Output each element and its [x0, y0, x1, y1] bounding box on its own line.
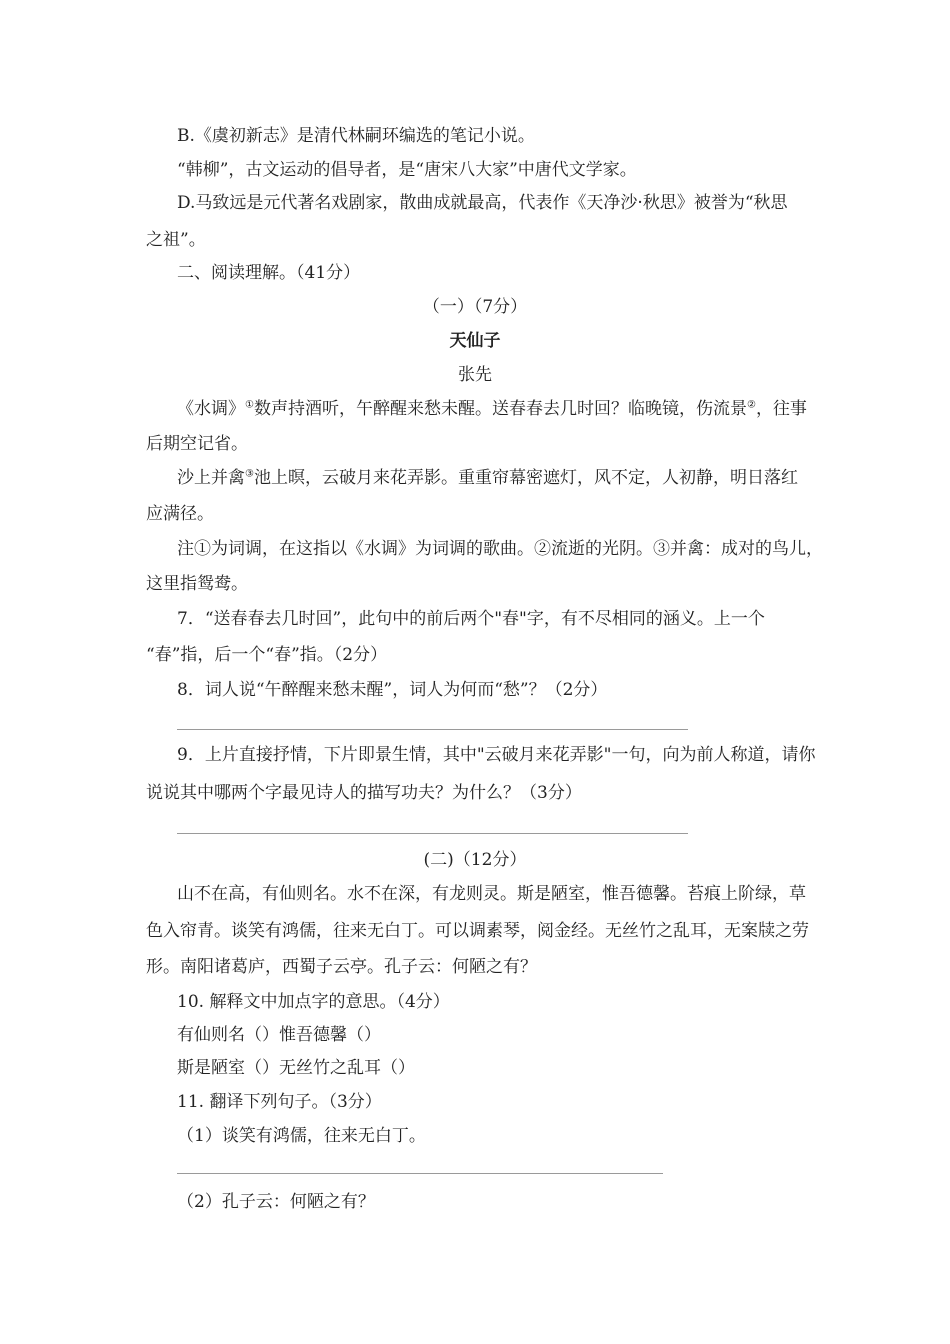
passage-line1: 山不在高，有仙则名。水不在深，有龙则灵。斯是陋室，惟吾德馨。苔痕上阶绿，草 — [177, 884, 806, 904]
poem-text: 《水调》 — [177, 399, 245, 419]
question-10-blanks-line2: 斯是陋室（）无丝竹之乱耳（） — [177, 1058, 415, 1078]
passage-line2: 色入帘青。谈笑有鸿儒，往来无白丁。可以调素琴，阅金经。无丝竹之乱耳，无案牍之劳 — [146, 921, 809, 941]
question-11-item1: （1）谈笑有鸿儒，往来无白丁。 — [177, 1126, 426, 1146]
section2-heading: 二、阅读理解。（41分） — [177, 263, 361, 283]
question-11-item2: （2）孔子云：何陋之有？ — [177, 1192, 375, 1212]
question-9-line2: 说说其中哪两个字最见诗人的描写功夫？为什么？（3分） — [146, 783, 582, 803]
answer-line[interactable] — [177, 1173, 663, 1174]
poem-stanza2-line1 — [177, 467, 798, 489]
poem-author: 张先 — [458, 365, 492, 385]
question-10: 10. 解释文中加点字的意思。（4分） — [177, 992, 450, 1012]
question-7-line2: “春”指，后一个“春”指。（2分） — [146, 645, 388, 665]
note-mark: ① — [245, 399, 254, 411]
question-8: 8．词人说“午醉醒来愁未醒”，词人为何而“愁”？（2分） — [177, 680, 608, 700]
poem-text: 池上暝，云破月来花弄影。重重帘幕密遮灯，风不定，人初静，明日落红 — [253, 468, 798, 488]
question-11: 11. 翻译下列句子。（3分） — [177, 1092, 382, 1112]
question-7-line1: 7．“送春春去几时回”，此句中的前后两个"春"字，有不尽相同的涵义。上一个 — [177, 609, 765, 629]
poem-title: 天仙子 — [449, 331, 501, 351]
poem-stanza2-line2: 应满径。 — [146, 504, 214, 524]
option-d-line2: 之祖”。 — [146, 230, 206, 250]
note-mark: ③ — [245, 468, 254, 480]
poem-text: 数声持酒听，午醉醒来愁未醒。送春春去几时回？临晚镜，伤流景 — [253, 399, 747, 419]
answer-line[interactable] — [177, 729, 688, 730]
option-d-line1: D.马致远是元代著名戏剧家，散曲成就最高，代表作《天净沙·秋思》被誉为“秋思 — [177, 193, 788, 213]
poem-text: ，往事 — [755, 399, 807, 419]
poem-stanza1-line1 — [177, 398, 807, 420]
part2-heading: (二)（12分） — [423, 850, 527, 870]
option-c: “韩柳”，古文运动的倡导者，是“唐宋八大家”中唐代文学家。 — [177, 160, 637, 180]
part1-heading: （一）（7分） — [422, 297, 528, 317]
note-mark: ② — [746, 399, 756, 411]
poem-stanza1-line2: 后期空记省。 — [146, 434, 248, 454]
answer-line[interactable] — [177, 833, 688, 834]
option-b: B.《虞初新志》是清代林嗣环编选的笔记小说。 — [177, 126, 535, 146]
poem-notes-line2: 这里指鸳鸯。 — [146, 574, 248, 594]
question-10-blanks-line1: 有仙则名（）惟吾德馨（） — [177, 1025, 381, 1045]
question-9-line1: 9．上片直接抒情，下片即景生情，其中"云破月来花弄影"一句，向为前人称道，请你 — [177, 745, 816, 765]
poem-notes-line1: 注①为词调，在这指以《水调》为词调的歌曲。②流逝的光阴。③并禽：成对的鸟儿， — [177, 539, 823, 559]
poem-text: 沙上并禽 — [177, 468, 245, 488]
passage-line3: 形。南阳诸葛庐，西蜀子云亭。孔子云：何陋之有？ — [146, 957, 537, 977]
